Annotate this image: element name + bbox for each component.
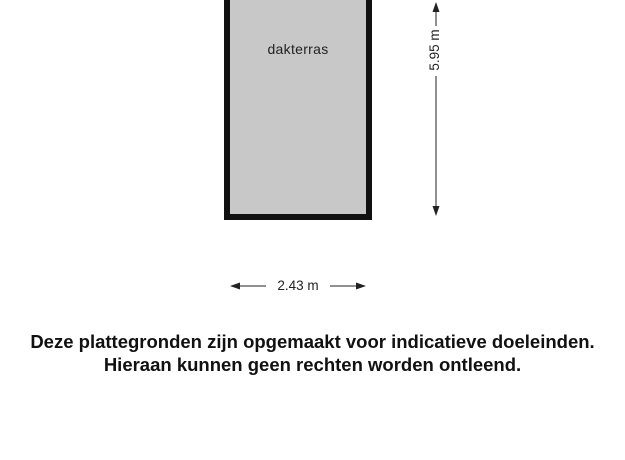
height-dimension-label: 5.95 m: [427, 29, 442, 71]
room-floor: [230, 0, 366, 214]
disclaimer-line-2: Hieraan kunnen geen rechten worden ontleend.: [103, 354, 522, 375]
disclaimer-line-1: Deze plattegronden zijn opgemaakt voor indicatieve doeleinden.: [30, 331, 595, 352]
width-arrow-left-icon: [230, 283, 240, 290]
width-arrow-right-icon: [356, 283, 366, 290]
width-dimension-label: 2.43 m: [266, 278, 330, 293]
height-arrow-top-icon: [433, 2, 440, 12]
room-label: dakterras: [267, 41, 329, 57]
height-arrow-bottom-icon: [433, 206, 440, 216]
